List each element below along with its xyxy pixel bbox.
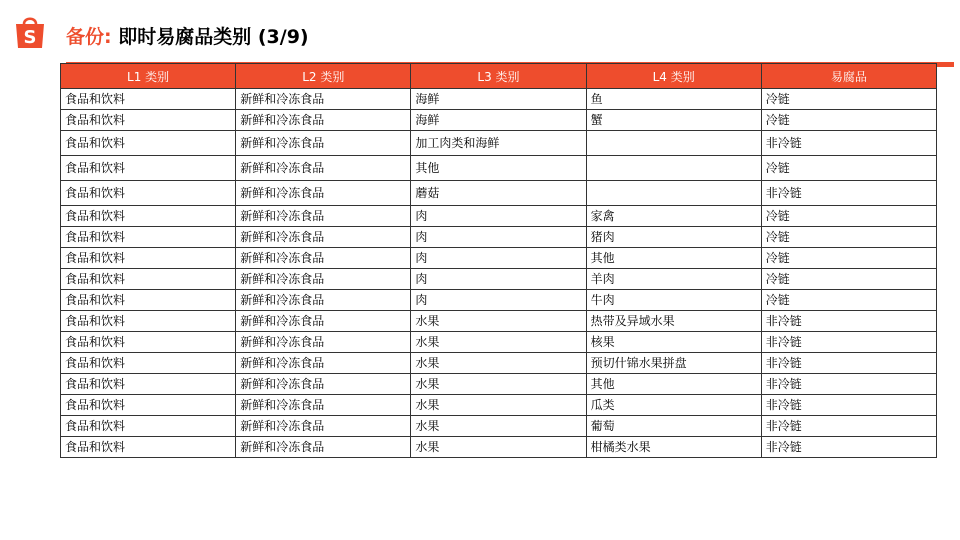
title-accent: 备份: [66,26,112,48]
table-row [61,181,937,206]
cell-perishable: 非冷链 [761,332,936,353]
column-header-l3: L3 类别 [411,64,586,89]
cell-l3: 肉 [411,206,586,227]
shopee-bag-icon [14,14,46,50]
cell-l2: 新鲜和冷冻食品 [236,181,411,206]
cell-l3: 肉 [411,248,586,269]
cell-perishable: 非冷链 [761,131,936,156]
cell-l1: 食品和饮料 [61,181,236,206]
cell-l4: 鱼 [586,89,761,110]
table-row [61,89,937,110]
cell-l3: 水果 [411,332,586,353]
table-row [61,353,937,374]
column-header-l2: L2 类别 [236,64,411,89]
cell-l1: 食品和饮料 [61,290,236,311]
cell-l1: 食品和饮料 [61,353,236,374]
cell-l1: 食品和饮料 [61,311,236,332]
cell-l3: 其他 [411,156,586,181]
cell-l2: 新鲜和冷冻食品 [236,110,411,131]
cell-l4 [586,181,761,206]
cell-perishable: 冷链 [761,110,936,131]
table-row [61,269,937,290]
cell-perishable: 冷链 [761,248,936,269]
cell-perishable: 冷链 [761,227,936,248]
cell-l3: 水果 [411,437,586,458]
category-table [60,63,937,458]
cell-l4: 其他 [586,374,761,395]
cell-l1: 食品和饮料 [61,395,236,416]
cell-l3: 海鲜 [411,89,586,110]
cell-l2: 新鲜和冷冻食品 [236,416,411,437]
cell-l4: 葡萄 [586,416,761,437]
cell-l1: 食品和饮料 [61,416,236,437]
table-row [61,110,937,131]
cell-perishable: 冷链 [761,206,936,227]
page-title [66,25,309,49]
cell-l3: 水果 [411,311,586,332]
cell-l2: 新鲜和冷冻食品 [236,311,411,332]
cell-l1: 食品和饮料 [61,332,236,353]
cell-l3: 肉 [411,227,586,248]
cell-l2: 新鲜和冷冻食品 [236,206,411,227]
cell-l2: 新鲜和冷冻食品 [236,269,411,290]
table-row [61,206,937,227]
logo-letter: S [23,27,37,48]
cell-l2: 新鲜和冷冻食品 [236,89,411,110]
table-row [61,416,937,437]
cell-l4: 瓜类 [586,395,761,416]
cell-perishable: 冷链 [761,156,936,181]
cell-l4: 羊肉 [586,269,761,290]
cell-l3: 加工肉类和海鲜 [411,131,586,156]
table-row [61,311,937,332]
cell-perishable: 非冷链 [761,181,936,206]
cell-l3: 水果 [411,395,586,416]
table-row [61,290,937,311]
cell-l4: 热带及异域水果 [586,311,761,332]
title-text: 即时易腐品类别 (3/9) [118,26,309,48]
cell-l4: 核果 [586,332,761,353]
cell-l2: 新鲜和冷冻食品 [236,131,411,156]
cell-l4 [586,156,761,181]
cell-perishable: 非冷链 [761,353,936,374]
cell-l2: 新鲜和冷冻食品 [236,395,411,416]
cell-l1: 食品和饮料 [61,374,236,395]
cell-perishable: 冷链 [761,290,936,311]
cell-l4: 其他 [586,248,761,269]
cell-l4: 柑橘类水果 [586,437,761,458]
table-row [61,395,937,416]
cell-l4: 预切什锦水果拼盘 [586,353,761,374]
cell-perishable: 冷链 [761,269,936,290]
cell-l3: 水果 [411,374,586,395]
cell-l1: 食品和饮料 [61,206,236,227]
table-row [61,332,937,353]
cell-perishable: 非冷链 [761,374,936,395]
cell-l1: 食品和饮料 [61,227,236,248]
cell-perishable: 非冷链 [761,311,936,332]
cell-l2: 新鲜和冷冻食品 [236,156,411,181]
cell-l1: 食品和饮料 [61,110,236,131]
cell-l2: 新鲜和冷冻食品 [236,227,411,248]
cell-l1: 食品和饮料 [61,156,236,181]
cell-l2: 新鲜和冷冻食品 [236,374,411,395]
cell-l3: 肉 [411,269,586,290]
cell-l3: 水果 [411,416,586,437]
table-row [61,248,937,269]
cell-l1: 食品和饮料 [61,248,236,269]
table-row [61,131,937,156]
cell-l2: 新鲜和冷冻食品 [236,353,411,374]
cell-l4: 家禽 [586,206,761,227]
table-header-row [61,64,937,89]
column-header-l4: L4 类别 [586,64,761,89]
cell-perishable: 非冷链 [761,416,936,437]
cell-l1: 食品和饮料 [61,131,236,156]
cell-perishable: 冷链 [761,89,936,110]
cell-l4 [586,131,761,156]
cell-l2: 新鲜和冷冻食品 [236,290,411,311]
table-row [61,437,937,458]
cell-perishable: 非冷链 [761,437,936,458]
cell-l4: 牛肉 [586,290,761,311]
table-row [61,227,937,248]
cell-l1: 食品和饮料 [61,269,236,290]
cell-l3: 水果 [411,353,586,374]
cell-l4: 蟹 [586,110,761,131]
cell-l1: 食品和饮料 [61,437,236,458]
table-body [61,89,937,458]
cell-l3: 蘑菇 [411,181,586,206]
column-header-perishable: 易腐品 [761,64,936,89]
cell-l1: 食品和饮料 [61,89,236,110]
cell-l2: 新鲜和冷冻食品 [236,248,411,269]
page-header [14,14,944,54]
cell-l2: 新鲜和冷冻食品 [236,332,411,353]
column-header-l1: L1 类别 [61,64,236,89]
cell-perishable: 非冷链 [761,395,936,416]
cell-l3: 肉 [411,290,586,311]
cell-l3: 海鲜 [411,110,586,131]
table-row [61,156,937,181]
cell-l4: 猪肉 [586,227,761,248]
table-row [61,374,937,395]
cell-l2: 新鲜和冷冻食品 [236,437,411,458]
